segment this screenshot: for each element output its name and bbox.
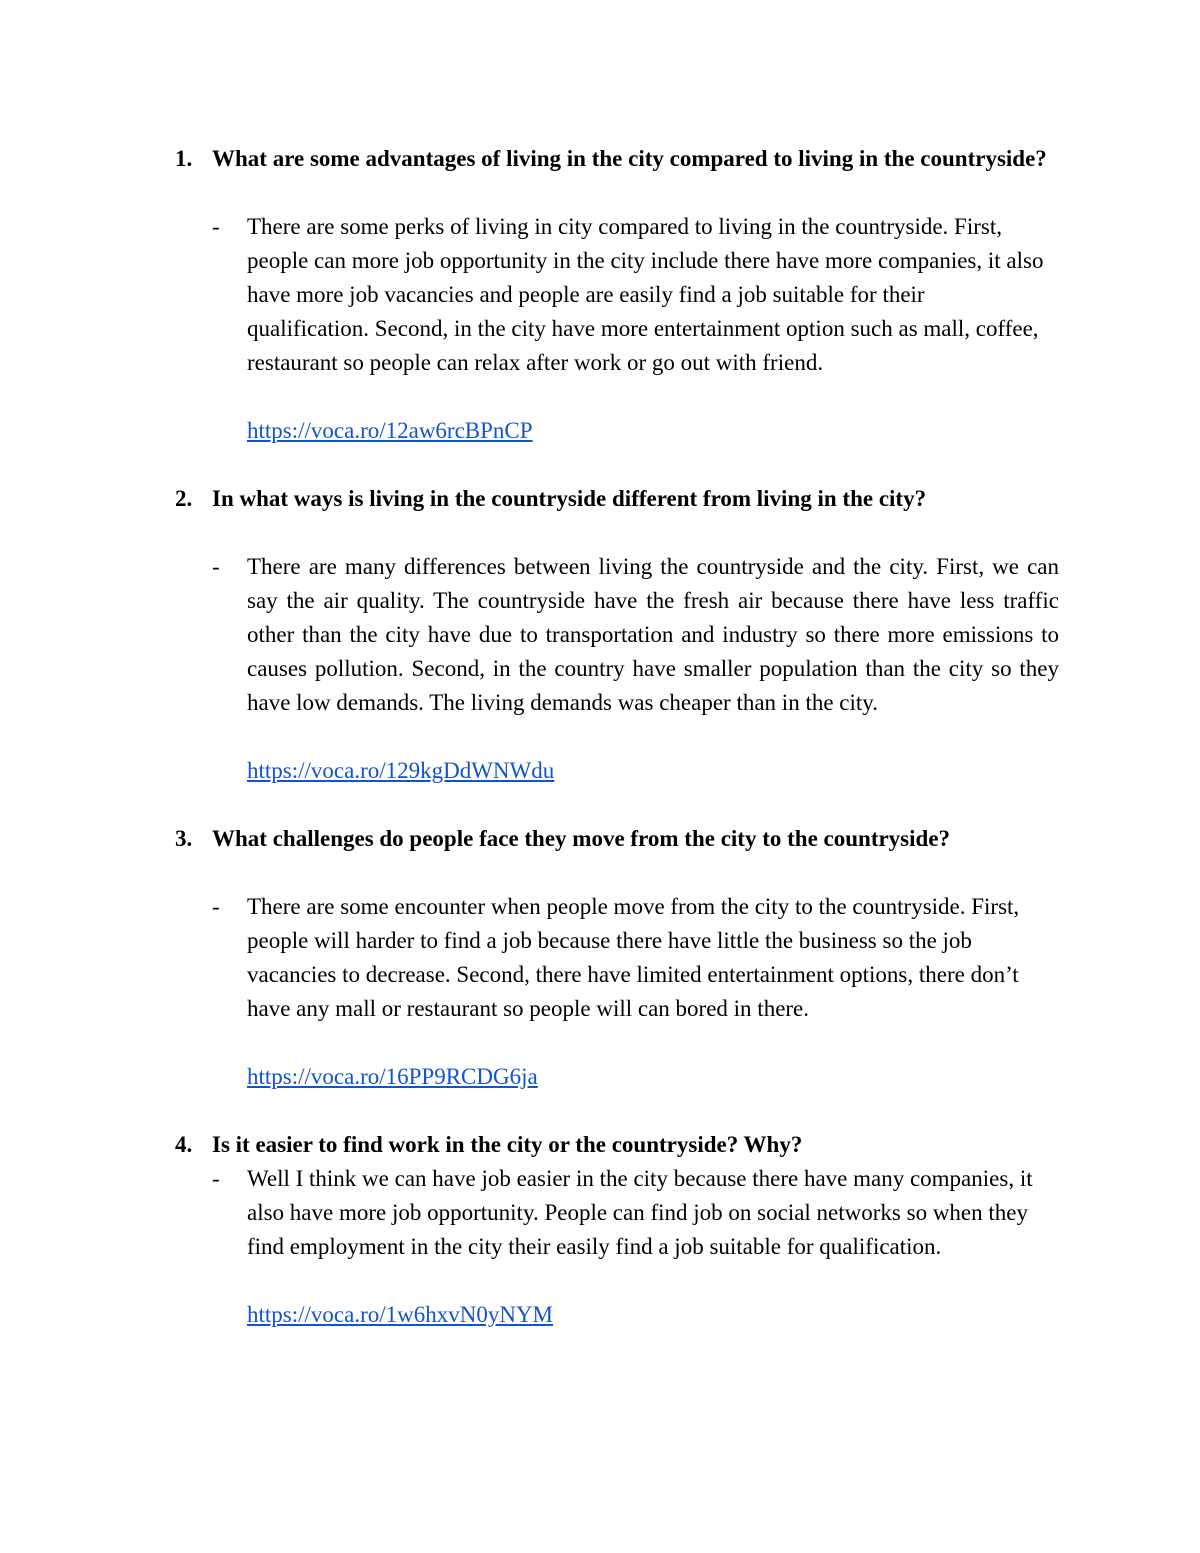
- audio-link[interactable]: https://voca.ro/1w6hxvN0yNYM: [247, 1302, 554, 1327]
- answer-bullet: -: [212, 1166, 220, 1191]
- answer-text: There are many differences between living the countryside and the city. First, we can say the air quality. The countryside have the fresh air because there have less traffic other than the city have due to transportation and industry so there more emissions to causes pollution. Second, in the country have smaller population than the city so they have low demands. The living demands was cheaper than in the city.: [247, 554, 1059, 715]
- question-number: 4.: [175, 1132, 193, 1157]
- question-text: Is it easier to find work in the city or the countryside? Why?: [212, 1132, 803, 1157]
- audio-link[interactable]: https://voca.ro/16PP9RCDG6ja: [247, 1064, 538, 1089]
- answer-bullet: -: [212, 894, 220, 919]
- question-text: What challenges do people face they move from the city to the countryside?: [212, 826, 951, 851]
- answer-text: There are some perks of living in city compared to living in the countryside. First, people can more job opportunity in the city include there have more companies, it also have more job vacancies and people are easily find a job suitable for their qualification. Second, in the city have more entertainment option such as mall, coffee, restaurant so people can relax after work or go out with friend.: [247, 214, 1044, 375]
- audio-link[interactable]: https://voca.ro/12aw6rcBPnCP: [247, 418, 533, 443]
- answer-text: There are some encounter when people move from the city to the countryside. First, people will harder to find a job because there have little the business so the job vacancies to decrease. Second, there have limited entertainment options, there don’t have any mall or restaurant so people will can bored in there.: [247, 894, 1020, 1021]
- audio-link[interactable]: https://voca.ro/129kgDdWNWdu: [247, 758, 555, 783]
- question-text: What are some advantages of living in the city compared to living in the countryside?: [212, 146, 1047, 171]
- question-number: 3.: [175, 826, 193, 851]
- question-number: 1.: [175, 146, 193, 171]
- answer-text: Well I think we can have job easier in the city because there have many companies, it also have more job opportunity. People can find job on social networks so when they find employment in the city their easily find a job suitable for qualification.: [247, 1166, 1033, 1259]
- question-text: In what ways is living in the countryside different from living in the city?: [212, 486, 927, 511]
- question-number: 2.: [175, 486, 193, 511]
- answer-bullet: -: [212, 214, 220, 239]
- answer-bullet: -: [212, 554, 220, 579]
